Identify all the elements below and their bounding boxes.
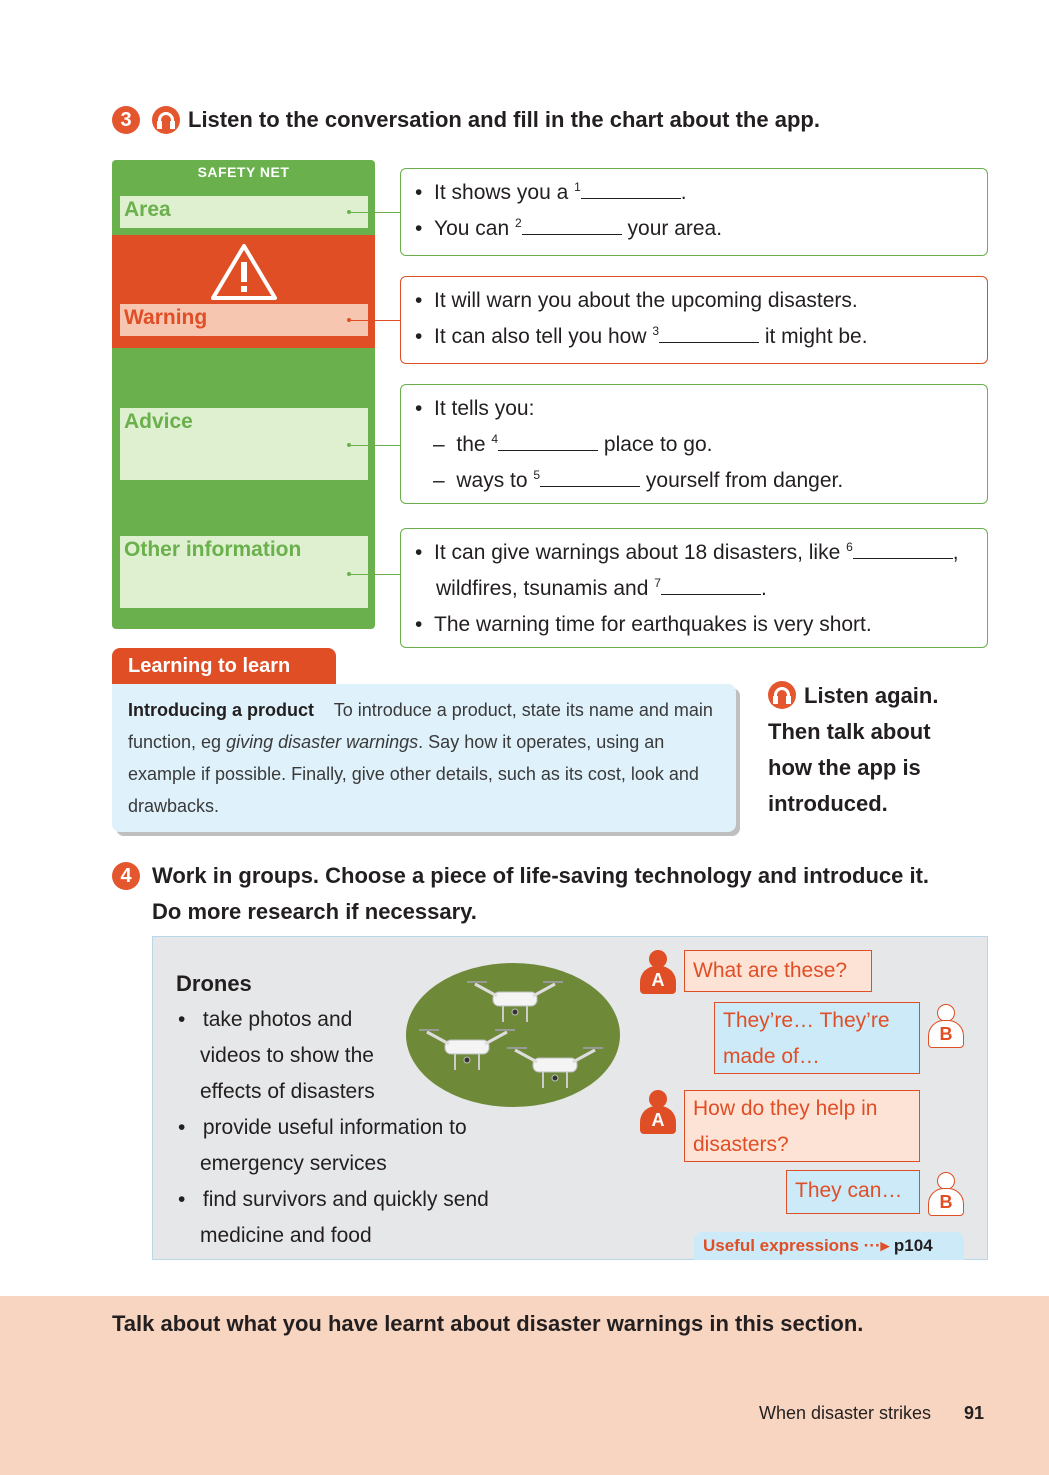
advice-line-2: – the $^4$ place to go. <box>433 432 713 456</box>
speaker-b-icon: B <box>928 1004 964 1050</box>
drone-bullet-1: • take photos and <box>178 1008 353 1031</box>
task3-instruction: Listen to the conversation and fill in the chart about the app. <box>188 107 820 132</box>
panel-title: SAFETY NET <box>197 164 290 180</box>
speech-a-1: What are these? <box>684 950 872 992</box>
other-line-2: wildfires, tsunamis and $^7$ . <box>436 576 767 600</box>
category-advice: Advice <box>120 408 368 480</box>
area-line-2: • You can $^2$ your area. <box>415 216 723 240</box>
warning-triangle-icon <box>209 242 279 302</box>
blank-4[interactable] <box>498 432 598 451</box>
safety-net-panel <box>112 160 375 629</box>
learning-title: Introducing a product <box>128 700 314 720</box>
footer-section-title: When disaster strikes <box>759 1403 932 1423</box>
listen-again-line-3: how the app is <box>768 755 921 780</box>
drone-bullet-1-cont: videos to show the <box>200 1044 374 1067</box>
advice-line-3: – ways to $^5$ yourself from danger. <box>433 468 844 492</box>
listen-again-line-4: introduced. <box>768 791 888 816</box>
learning-to-learn-tab: Learning to learn <box>112 648 336 686</box>
connector-line <box>351 445 400 446</box>
learning-text-2: . Say how it operates, using an example if possible. Finally, give other details, such as its cost, look and drawbacks. <box>128 732 699 816</box>
area-line-1: • It shows you a $^1$ . <box>415 180 687 204</box>
headphones-icon <box>768 681 796 709</box>
blank-7[interactable] <box>661 576 761 595</box>
other-box <box>400 528 988 648</box>
learning-to-learn-box <box>112 684 736 832</box>
speech-b-1: They’re… They’re made of… <box>714 1002 920 1074</box>
category-area: Area <box>120 196 368 228</box>
connector-line <box>351 574 400 575</box>
advice-box <box>400 384 988 504</box>
blank-3[interactable] <box>659 324 759 343</box>
advice-line-1: • It tells you: <box>415 397 535 420</box>
connector-line <box>351 320 400 321</box>
task4-instruction-line-2: Do more research if necessary. <box>152 899 477 924</box>
blank-2[interactable] <box>522 216 622 235</box>
drone-bullet-2-cont: emergency services <box>200 1152 387 1175</box>
task-number-3: 3 <box>112 106 140 134</box>
blank-6[interactable] <box>853 540 953 559</box>
arrow-icon: ···▸ <box>863 1236 890 1255</box>
task-number-4: 4 <box>112 862 140 890</box>
drone-bullet-3-cont: medicine and food <box>200 1224 372 1247</box>
warning-box <box>400 276 988 364</box>
summary-text: Talk about what you have learnt about disaster warnings in this section. <box>112 1311 864 1336</box>
category-other: Other information <box>120 536 368 608</box>
warning-line-1: • It will warn you about the upcoming disasters. <box>415 289 858 312</box>
drone-bullet-3: • find survivors and quickly send <box>178 1188 489 1211</box>
learning-text-1: To introduce a product, state its name and main function, eg <box>128 700 713 752</box>
task4-instruction-line-1: Work in groups. Choose a piece of life-saving technology and introduce it. <box>152 863 930 888</box>
connector-line <box>351 212 400 213</box>
drone-bullet-2: • provide useful information to <box>178 1116 467 1139</box>
drones-image <box>405 962 621 1108</box>
listen-again-line-2: Then talk about <box>768 719 931 744</box>
warning-line-2: • It can also tell you how $^3$ it might be. <box>415 324 868 348</box>
listen-again-line-1: Listen again. <box>804 683 939 708</box>
blank-5[interactable] <box>540 468 640 487</box>
headphones-icon <box>152 106 180 134</box>
other-line-1: • It can give warnings about 18 disasters, like $^6$ , <box>415 540 959 564</box>
speaker-b-icon: B <box>928 1172 964 1218</box>
speaker-a-icon: A <box>640 1090 676 1136</box>
area-box <box>400 168 988 256</box>
other-line-3: • The warning time for earthquakes is very short. <box>415 613 872 636</box>
category-warning: Warning <box>120 304 368 336</box>
blank-1[interactable] <box>581 180 681 199</box>
speech-b-2: They can… <box>786 1170 920 1214</box>
speaker-a-icon: A <box>640 950 676 996</box>
footer-page-number: 91 <box>964 1403 985 1423</box>
learning-example: giving disaster warnings <box>226 732 419 752</box>
useful-expressions-link[interactable]: Useful expressions ···▸ p104 <box>694 1232 964 1260</box>
drones-title: Drones <box>176 971 252 996</box>
drone-bullet-1-cont: effects of disasters <box>200 1080 375 1103</box>
speech-a-2: How do they help in disasters? <box>684 1090 920 1162</box>
